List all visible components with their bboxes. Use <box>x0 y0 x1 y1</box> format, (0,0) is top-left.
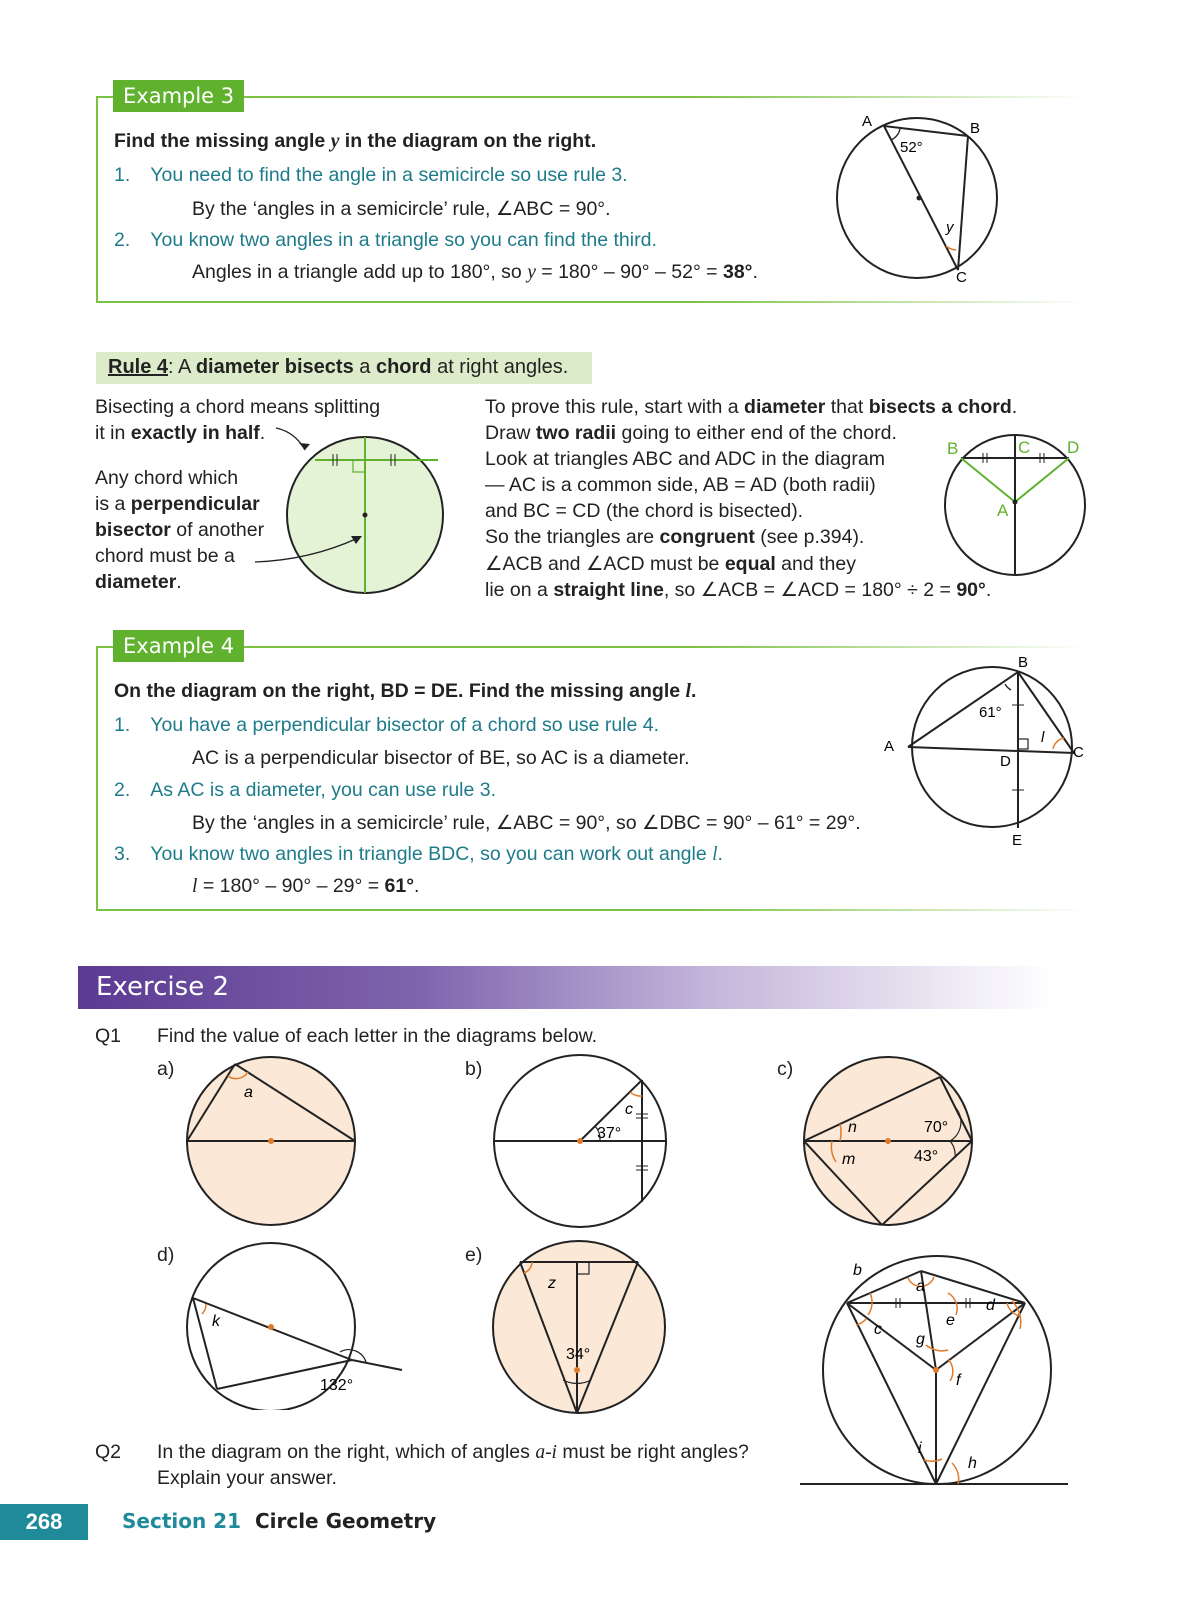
proof-text-6: So the triangles are congruent (see p.394). <box>485 526 865 548</box>
diagram-a <box>180 1050 370 1230</box>
example-3-label-a: A <box>862 113 873 130</box>
diagram-c-angle-43: 43° <box>914 1148 939 1165</box>
q2-angle-h: h <box>968 1455 977 1472</box>
chord-text-3: bisector of another <box>95 519 265 541</box>
diagram-c-angle-n: n <box>848 1119 857 1136</box>
q2-angle-e: e <box>946 1312 955 1329</box>
example-3-label-c: C <box>956 269 967 286</box>
proof-label-b: B <box>947 439 959 458</box>
example-4-label-a: A <box>884 738 895 755</box>
exercise-2-banner <box>78 966 1053 1009</box>
q1-number: Q1 <box>95 1025 122 1047</box>
footer-section <box>122 1509 436 1533</box>
proof-diagram <box>935 430 1095 580</box>
q2-angle-a: a <box>916 1278 925 1295</box>
diagram-e <box>490 1240 670 1420</box>
q2-angle-i: i <box>918 1440 922 1457</box>
footer-section-title: Circle Geometry <box>254 1509 437 1533</box>
rule-4-diagram <box>250 420 490 600</box>
part-d-label: d) <box>157 1244 175 1266</box>
diagram-e-angle-34: 34° <box>566 1346 591 1363</box>
example-4-angle-l: l <box>1041 729 1045 746</box>
chord-text-1: Any chord which <box>95 467 239 489</box>
q2-angle-c: c <box>874 1321 882 1338</box>
diagram-d <box>180 1240 410 1410</box>
page-number: 268 <box>0 1504 88 1540</box>
part-b-label: b) <box>465 1058 483 1080</box>
proof-label-a: A <box>997 501 1009 520</box>
example-4-step-2-detail: By the ‘angles in a semicircle’ rule, ∠ABC = 90°, so ∠DBC = 90° – 61° = 29°. <box>192 812 861 834</box>
example-4-label-d: D <box>1000 753 1011 770</box>
example-4-step-2: 2. As AC is a diameter, you can use rule 3. <box>114 779 497 801</box>
q2-angle-b: b <box>853 1262 862 1279</box>
diagram-b-angle-37: 37° <box>597 1125 622 1142</box>
example-3-angle-y: y <box>946 219 954 236</box>
proof-text-4: — AC is a common side, AB = AD (both radii) <box>485 474 876 496</box>
example-3-label-b: B <box>970 120 981 137</box>
example-4-step-1-detail: AC is a perpendicular bisector of BE, so AC is a diameter. <box>192 747 690 769</box>
diagram-d-angle-k: k <box>212 1313 220 1330</box>
example-3-step-2: 2. You know two angles in a triangle so you can find the third. <box>114 229 657 251</box>
diagram-c <box>800 1052 980 1232</box>
proof-text-5: and BC = CD (the chord is bisected). <box>485 500 804 522</box>
q2-angle-g: g <box>916 1331 925 1348</box>
example-3-tag: Example 3 <box>113 80 244 112</box>
bisect-text-1: Bisecting a chord means splitting <box>95 396 381 418</box>
proof-label-c: C <box>1018 438 1031 457</box>
q2-number: Q2 <box>95 1441 122 1463</box>
part-a-label: a) <box>157 1058 175 1080</box>
example-4-angle-61: 61° <box>979 704 1002 721</box>
proof-text-8: lie on a straight line, so ∠ACB = ∠ACD = 180° ÷ 2 = 90°. <box>485 579 992 601</box>
footer-section-number: Section 21 <box>122 1509 242 1533</box>
example-4-tag: Example 4 <box>113 630 244 662</box>
example-3-step-2-detail: Angles in a triangle add up to 180°, so y = 180° – 90° – 52° = 38°. <box>192 261 758 283</box>
chord-text-2: is a perpendicular <box>95 493 260 515</box>
diagram-d-angle-132: 132° <box>320 1377 354 1394</box>
example-4-label-c: C <box>1073 744 1084 761</box>
example-4-label-e: E <box>1012 832 1023 849</box>
example-3-angle-52: 52° <box>900 139 923 156</box>
q2-angle-f: f <box>956 1372 961 1389</box>
example-3-diagram <box>830 108 1010 288</box>
diagram-c-angle-m: m <box>842 1151 856 1168</box>
diagram-c-angle-70: 70° <box>924 1119 949 1136</box>
rule-4-banner: Rule 4: A diameter bisects a chord at right angles. <box>96 352 592 384</box>
bisect-text-2: it in exactly in half. <box>95 422 266 444</box>
example-3-step-1-detail: By the ‘angles in a semicircle’ rule, ∠ABC = 90°. <box>192 198 611 220</box>
q2-text-2: Explain your answer. <box>157 1467 337 1489</box>
proof-label-d: D <box>1067 438 1080 457</box>
example-4-step-1: 1. You have a perpendicular bisector of a chord so use rule 4. <box>114 714 660 736</box>
proof-text-2: Draw two radii going to either end of the chord. <box>485 422 897 444</box>
example-3-question: Find the missing angle y in the diagram on the right. <box>114 130 597 152</box>
example-4-step-3-detail: l = 180° – 90° – 29° = 61°. <box>192 875 420 897</box>
example-4-question: On the diagram on the right, BD = DE. Find the missing angle l. <box>114 680 697 702</box>
proof-text-3: Look at triangles ABC and ADC in the diagram <box>485 448 885 470</box>
example-4-diagram <box>878 650 1098 855</box>
part-e-label: e) <box>465 1244 483 1266</box>
diagram-q2 <box>798 1255 1078 1495</box>
exercise-2-title: Exercise 2 <box>96 972 229 1002</box>
example-4-label-b: B <box>1018 654 1029 671</box>
chord-text-4: chord must be a <box>95 545 235 567</box>
part-c-label: c) <box>777 1058 794 1080</box>
proof-text-1: To prove this rule, start with a diameter that bisects a chord. <box>485 396 1018 418</box>
q2-text-1: In the diagram on the right, which of angles a-i must be right angles? <box>157 1441 749 1463</box>
example-4-step-3: 3. You know two angles in triangle BDC, so you can work out angle l. <box>114 843 723 865</box>
diagram-e-angle-z: z <box>548 1275 556 1292</box>
chord-text-5: diameter. <box>95 571 182 593</box>
diagram-b <box>490 1052 670 1232</box>
q1-text: Find the value of each letter in the diagrams below. <box>157 1025 598 1047</box>
diagram-b-angle-c: c <box>625 1101 633 1118</box>
example-3-step-1: 1. You need to find the angle in a semicircle so use rule 3. <box>114 164 628 186</box>
q2-angle-d: d <box>986 1297 995 1314</box>
diagram-a-angle-a: a <box>244 1084 253 1101</box>
proof-text-7: ∠ACB and ∠ACD must be equal and they <box>485 553 856 575</box>
